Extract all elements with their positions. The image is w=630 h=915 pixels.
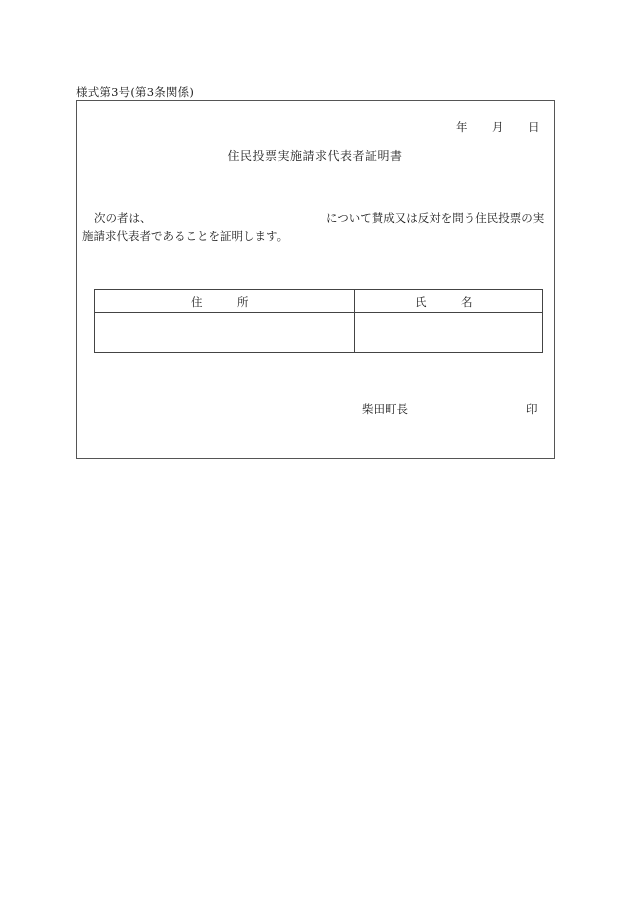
representative-table <box>94 289 543 353</box>
table-header-divider <box>95 312 542 313</box>
form-label: 様式第3号(第3条関係) <box>76 85 195 99</box>
signature-authority: 柴田町長 <box>362 402 408 416</box>
table-header-address: 住 所 <box>191 295 249 309</box>
date-day: 日 <box>528 120 540 134</box>
body-line1-start: 次の者は、 <box>94 211 152 225</box>
date-year: 年 <box>456 120 468 134</box>
table-header-name: 氏 名 <box>415 295 473 309</box>
date-month: 月 <box>492 120 504 134</box>
table-column-divider <box>354 290 355 352</box>
body-line1-end: について賛成又は反対を問う住民投票の実 <box>326 211 545 225</box>
body-line2: 施請求代表者であることを証明します。 <box>82 229 289 243</box>
seal-mark: 印 <box>526 402 538 416</box>
document-title: 住民投票実施請求代表者証明書 <box>227 149 403 163</box>
